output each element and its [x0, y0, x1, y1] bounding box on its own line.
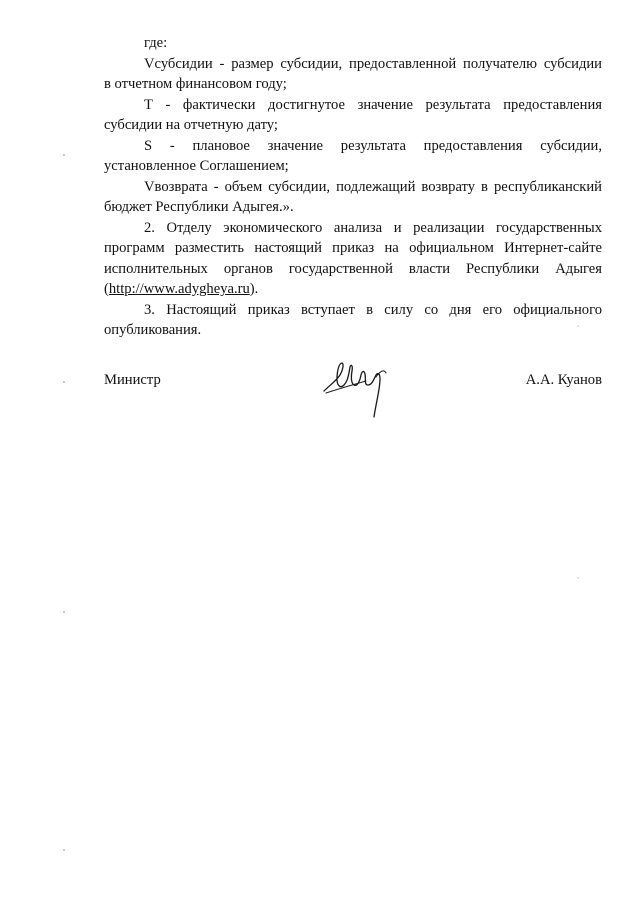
clause-2-line-3: исполнительных органов государственной власти Республики Адыгея	[104, 260, 602, 277]
link-open-paren: (	[104, 281, 109, 297]
signatory-title: Министр	[104, 372, 161, 388]
scan-speck	[63, 611, 65, 613]
website-link[interactable]: http://www.adygheya.ru	[108, 281, 250, 297]
definition-v-return-line-1: Vвозврата - объем субсидии, подлежащий возврату в республиканский	[144, 178, 602, 195]
clause-2-line-2: программ разместить настоящий приказ на официальном Интернет-сайте	[104, 240, 602, 256]
scan-speck	[63, 154, 65, 156]
definition-s-line-2: установленное Соглашением;	[104, 158, 289, 174]
definition-v-subsidy-line-1: Vсубсидии - размер субсидии, предоставленной получателю субсидии	[144, 55, 602, 72]
scan-speck	[577, 325, 578, 326]
clause-3-line-1: 3. Настоящий приказ вступает в силу со дня его официального	[144, 301, 602, 318]
definition-v-subsidy-line-2: в отчетном финансовом году;	[104, 76, 287, 92]
where-label: где:	[144, 35, 168, 51]
clause-2-line-1: 2. Отделу экономического анализа и реализации государственных	[144, 219, 602, 236]
scan-speck	[63, 849, 65, 851]
signatory-name: А.А. Куанов	[525, 372, 602, 388]
definition-t-line-2: субсидии на отчетную дату;	[104, 117, 278, 133]
definition-t-line-1: Т - фактически достигнутое значение результата предоставления	[144, 96, 602, 113]
definition-s-line-1: S - плановое значение результата предоставления субсидии,	[144, 137, 602, 154]
definition-v-return-line-2: бюджет Республики Адыгея.».	[104, 199, 294, 215]
scan-speck	[63, 381, 65, 383]
scan-speck	[577, 577, 578, 578]
clause-3-line-2: опубликования.	[104, 322, 202, 338]
link-close-paren: ).	[249, 281, 259, 297]
